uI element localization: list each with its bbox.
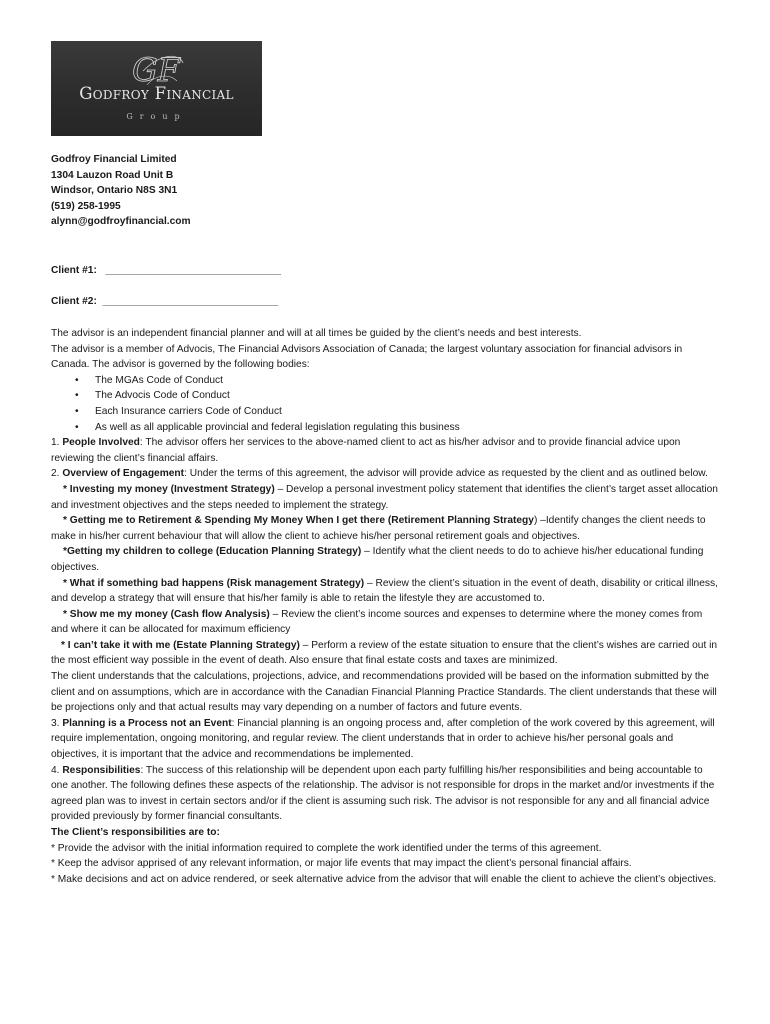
responsibilities-heading: The Client’s responsibilities are to: xyxy=(51,827,220,838)
list-item: • Each Insurance carriers Code of Conduct xyxy=(51,404,721,420)
strategy-title: * Show me my money (Cash flow Analysis) xyxy=(63,608,270,620)
strategy-text: – Review the client’s income sources and expenses to determine where the money comes from and where it can be allocated for maximum efficiency xyxy=(51,608,703,636)
section-3 xyxy=(51,716,721,763)
phone-number: (519) 258-1995 xyxy=(51,200,121,212)
section-2-closing: The client understands that the calculations, projections, advice, and recommendations provided will be based on the information submitted by the client and on assumptions, which are in accordance with the Canadian Financial Planning Practice Standards. The client understands that these will be projections only and that actual results may vary depending on a number of factors and future events. xyxy=(51,671,717,714)
section-title: People Involved xyxy=(62,437,140,449)
strategy-item xyxy=(51,482,721,513)
logo-name: Godfroy Financial xyxy=(79,84,234,103)
strategy-item xyxy=(51,513,721,544)
agreement-body xyxy=(51,326,721,887)
strategy-title: * What if something bad happens (Risk management Strategy) xyxy=(63,577,365,589)
section-number: 2. xyxy=(51,468,63,480)
strategy-title: * Investing my money (Investment Strategy) xyxy=(63,483,275,495)
company-address-block xyxy=(51,152,191,230)
section-text: : The advisor offers her services to the above-named client to act as his/her advisor and to provide financial advice upon reviewing the client’s financial affairs. xyxy=(51,437,681,464)
responsibility-item: * Keep the advisor apprised of any relevant information, or major life events that may impact the client’s personal financial affairs. xyxy=(51,858,632,870)
list-item: • The MGAs Code of Conduct xyxy=(51,373,721,389)
strategy-text: ) –Identify changes the client needs to make in his/her current behaviour that will allow the client to achieve his/her personal retirement goals and objectives. xyxy=(51,515,706,542)
section-1 xyxy=(51,435,721,466)
section-text: : Financial planning is an ongoing process and, after completion of the work covered by this agreement, will require implementation, ongoing monitoring, and regular review. The client understands that in order to achieve his/her personal goals and objectives, it is important that the advice and recommendations be implemented. xyxy=(51,717,715,761)
section-number: 4. xyxy=(51,764,63,776)
strategy-item xyxy=(51,544,721,575)
section-title: Planning is a Process not an Event xyxy=(62,717,232,729)
monogram-letters: GF xyxy=(132,51,180,89)
strategy-item xyxy=(51,576,721,607)
intro-paragraph-1: The advisor is an independent financial planner and will at all times be guided by the client’s needs and best interests. xyxy=(51,328,582,339)
strategy-text: – Identify what the client needs to do to achieve his/her educational funding objectives. xyxy=(51,546,704,573)
responsibility-item: * Provide the advisor with the initial information required to complete the work identified under the terms of this agreement. xyxy=(51,842,602,854)
strategy-text: – Develop a personal investment policy statement that identifies the client’s target asset allocation and investment objectives and the steps needed to implement the strategy. xyxy=(51,483,718,511)
section-title: Overview of Engagement xyxy=(62,468,185,480)
section-number: 1. xyxy=(51,437,63,449)
responsibility-item: * Make decisions and act on advice rendered, or seek alternative advice from the advisor that will enable the client to achieve the client’s objectives. xyxy=(51,873,717,885)
list-item: • As well as all applicable provincial and federal legislation regulating this business xyxy=(51,420,721,436)
section-number: 3. xyxy=(51,717,63,729)
list-item: • The Advocis Code of Conduct xyxy=(51,388,721,404)
section-text: : Under the terms of this agreement, the advisor will provide advice as requested by the client and as outlined below. xyxy=(184,468,708,480)
city-address: Windsor, Ontario N8S 3N1 xyxy=(51,185,178,197)
intro-paragraph-2: The advisor is a member of Advocis, The Financial Advisors Association of Canada; the largest voluntary association for financial advisors in Canada. The advisor is governed by the following bodies: xyxy=(51,343,683,371)
strategy-title: * I can’t take it with me (Estate Planning Strategy) xyxy=(61,639,300,651)
section-title: Responsibilities xyxy=(62,764,141,776)
section-2 xyxy=(51,466,721,482)
client-2-field[interactable]: Client #2: _______________________________ xyxy=(51,296,279,307)
company-name: Godfroy Financial Limited xyxy=(51,154,177,165)
section-text: : The success of this relationship will be dependent upon each party fulfilling his/her responsibilities and being accountable to one another. The following defines these aspects of the relationship. The advisor is not responsible for drops in the market and/or investments if the agreed plan was to invest in certain sectors and/or if the client is assuming such risk. The advisor is not responsible for any and all financial advice provided previously by former financial consultants. xyxy=(51,764,715,823)
section-4 xyxy=(51,763,721,825)
strategy-title: * Getting me to Retirement & Spending My Money When I get there (Retirement Planning Strategy xyxy=(63,515,534,527)
strategy-text: – Perform a review of the estate situation to ensure that the client’s wishes are carried out in the most efficient way possible in the event of death. Also ensure that final estate costs and taxes are minimized. xyxy=(51,639,718,667)
company-logo xyxy=(51,41,262,136)
street-address: 1304 Lauzon Road Unit B xyxy=(51,169,174,181)
email-address: alynn@godfroyfinancial.com xyxy=(51,216,191,228)
client-1-field[interactable]: Client #1: _______________________________ xyxy=(51,265,281,276)
governing-bodies-list xyxy=(51,373,721,435)
strategy-item xyxy=(51,607,721,638)
strategy-text: – Review the client’s situation in the event of death, disability or critical illness, and develop a strategy that will ensure that his/her family is able to retain the lifestyle they are accustomed to. xyxy=(51,577,718,605)
strategy-title: *Getting my children to college (Education Planning Strategy) xyxy=(63,546,362,558)
strategy-item xyxy=(51,638,721,669)
logo-subtitle: Group xyxy=(126,112,187,121)
